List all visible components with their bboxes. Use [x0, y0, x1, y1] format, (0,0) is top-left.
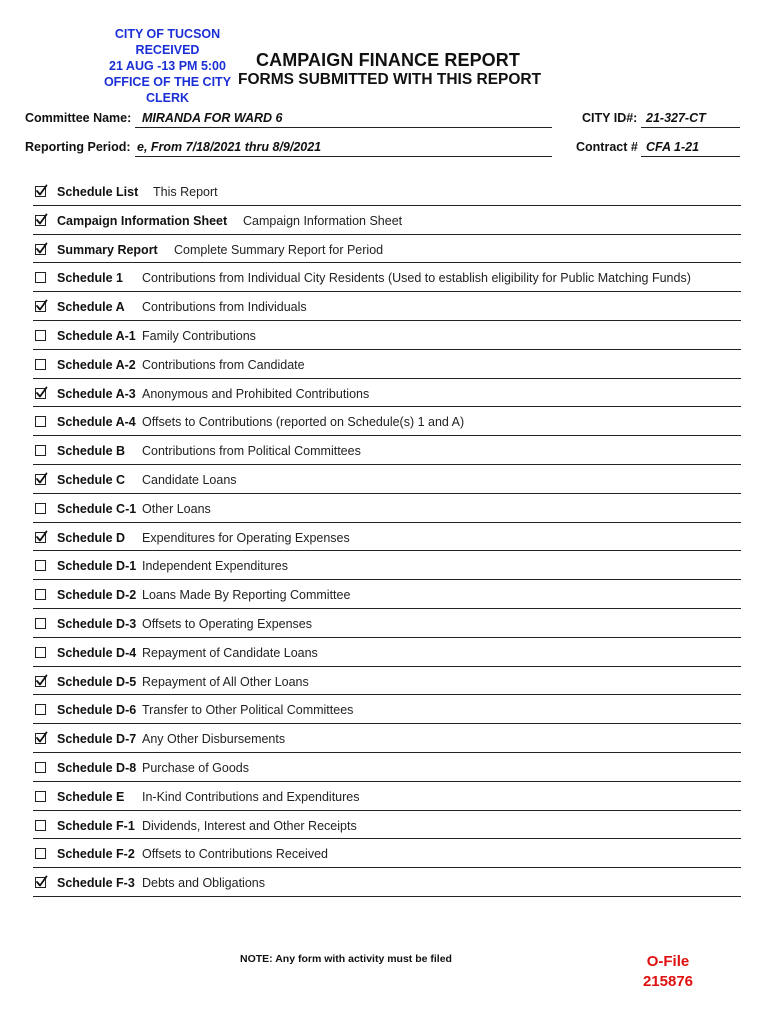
- schedule-checkbox[interactable]: [35, 733, 46, 744]
- schedule-checkbox[interactable]: [35, 301, 46, 312]
- schedule-row: [33, 350, 741, 379]
- schedule-name: Campaign Information Sheet: [57, 213, 228, 228]
- schedule-row: [33, 523, 741, 552]
- ofile-number: 215876: [642, 973, 694, 990]
- city-id-value: 21-327-CT: [646, 111, 706, 125]
- schedule-description: Offsets to Contributions Received: [142, 847, 328, 862]
- contract-value: CFA 1-21: [646, 140, 700, 154]
- schedule-row: [33, 465, 741, 494]
- schedule-checkbox[interactable]: [35, 762, 46, 773]
- schedule-description: In-Kind Contributions and Expenditures: [142, 789, 360, 804]
- schedule-name: Schedule C-1: [57, 501, 137, 516]
- schedule-description: Offsets to Contributions (reported on Schedule(s) 1 and A): [142, 415, 465, 430]
- schedule-checkbox[interactable]: [35, 244, 46, 255]
- schedule-name: Schedule A-2: [57, 357, 136, 372]
- schedule-name: Schedule D: [57, 530, 126, 545]
- schedule-checkbox[interactable]: [35, 416, 46, 427]
- contract-underline: [641, 156, 740, 157]
- schedule-row: [33, 206, 741, 235]
- schedule-row: [33, 667, 741, 696]
- schedule-name: Schedule A-1: [57, 328, 136, 343]
- schedule-name: Schedule D-3: [57, 616, 137, 631]
- committee-name-label: Committee Name:: [25, 111, 132, 125]
- received-stamp: [80, 26, 255, 106]
- schedule-name: Schedule F-3: [57, 876, 135, 891]
- schedule-checkbox[interactable]: [35, 359, 46, 370]
- checkmark-icon: [35, 242, 48, 255]
- schedule-name: Summary Report: [57, 242, 158, 257]
- schedule-name: Schedule D-4: [57, 645, 137, 660]
- schedule-description: Transfer to Other Political Committees: [142, 703, 354, 718]
- city-id-underline: [641, 127, 740, 128]
- schedule-checkbox[interactable]: [35, 532, 46, 543]
- schedule-description: Any Other Disbursements: [142, 732, 286, 747]
- schedule-description: Complete Summary Report for Period: [174, 242, 384, 257]
- checkmark-icon: [35, 530, 48, 543]
- schedule-name: Schedule C: [57, 472, 126, 487]
- schedule-description: Candidate Loans: [142, 472, 237, 487]
- schedule-list: [33, 177, 741, 897]
- schedule-checkbox[interactable]: [35, 503, 46, 514]
- schedule-name: Schedule D-5: [57, 674, 137, 689]
- schedule-row: [33, 724, 741, 753]
- schedule-row: [33, 839, 741, 868]
- schedule-name: Schedule A: [57, 300, 125, 315]
- schedule-checkbox[interactable]: [35, 704, 46, 715]
- schedule-description: This Report: [153, 185, 218, 199]
- schedule-row: [33, 868, 741, 897]
- schedule-description: Contributions from Political Committees: [142, 444, 361, 459]
- schedule-name: Schedule List: [57, 185, 139, 199]
- schedule-row: [33, 551, 741, 580]
- schedule-row: [33, 638, 741, 667]
- schedule-checkbox[interactable]: [35, 388, 46, 399]
- schedule-description: Campaign Information Sheet: [243, 213, 403, 228]
- schedule-checkbox[interactable]: [35, 272, 46, 283]
- checkmark-icon: [35, 386, 48, 399]
- schedule-name: Schedule 1: [57, 271, 123, 286]
- checkmark-icon: [35, 674, 48, 687]
- stamp-line: 21 AUG -13 PM 5:00: [109, 59, 226, 73]
- schedule-description: Independent Expenditures: [142, 559, 288, 574]
- schedule-row: [33, 292, 741, 321]
- footer-note: NOTE: Any form with activity must be filed: [240, 953, 452, 965]
- schedule-name: Schedule A-4: [57, 415, 136, 430]
- schedule-row: [33, 407, 741, 436]
- schedule-row: [33, 580, 741, 609]
- schedule-checkbox[interactable]: [35, 618, 46, 629]
- committee-name-underline: [135, 127, 552, 128]
- schedule-checkbox[interactable]: [35, 445, 46, 456]
- schedule-description: Dividends, Interest and Other Receipts: [142, 818, 357, 833]
- schedule-row: [33, 609, 741, 638]
- schedule-row: [33, 321, 741, 350]
- schedule-checkbox[interactable]: [35, 330, 46, 341]
- schedule-row: [33, 494, 741, 523]
- schedule-checkbox[interactable]: [35, 676, 46, 687]
- schedule-row: [33, 379, 741, 408]
- schedule-name: Schedule F-1: [57, 818, 135, 833]
- reporting-period-value: e, From 7/18/2021 thru 8/9/2021: [137, 140, 322, 154]
- schedule-row: [33, 263, 741, 292]
- schedule-checkbox[interactable]: [35, 848, 46, 859]
- schedule-checkbox[interactable]: [35, 474, 46, 485]
- schedule-description: Contributions from Individuals: [142, 300, 307, 315]
- reporting-period-underline: [135, 156, 552, 157]
- schedule-description: Expenditures for Operating Expenses: [142, 530, 350, 545]
- schedule-name: Schedule F-2: [57, 847, 135, 862]
- report-title: CAMPAIGN FINANCE REPORT: [256, 50, 520, 70]
- schedule-row: [33, 811, 741, 840]
- schedule-checkbox[interactable]: [35, 589, 46, 600]
- schedule-checkbox[interactable]: [35, 560, 46, 571]
- reporting-period-label: Reporting Period:: [25, 140, 131, 154]
- schedule-description: Contributions from Candidate: [142, 357, 305, 372]
- schedule-description: Other Loans: [142, 501, 211, 516]
- ofile-stamp: [636, 952, 700, 992]
- stamp-line: CLERK: [145, 91, 190, 105]
- checkmark-icon: [35, 875, 48, 888]
- schedule-checkbox[interactable]: [35, 877, 46, 888]
- schedule-description: Family Contributions: [142, 328, 256, 343]
- schedule-row: [33, 436, 741, 465]
- schedule-row: [33, 753, 741, 782]
- schedule-name: Schedule E: [57, 789, 125, 804]
- schedule-checkbox[interactable]: [35, 647, 46, 658]
- schedule-description: Repayment of All Other Loans: [142, 674, 309, 689]
- schedule-description: Purchase of Goods: [142, 760, 250, 775]
- schedule-name: Schedule A-3: [57, 386, 136, 401]
- schedule-name: Schedule D-1: [57, 559, 137, 574]
- schedule-row: [33, 782, 741, 811]
- stamp-line: CITY OF TUCSON: [114, 27, 221, 41]
- schedule-description: Contributions from Individual City Residents (Used to establish eligibility for Public Matching Funds): [142, 271, 691, 286]
- checkmark-icon: [35, 184, 48, 197]
- stamp-line: RECEIVED: [135, 43, 200, 57]
- city-id-label: CITY ID#:: [582, 111, 638, 125]
- schedule-name: Schedule B: [57, 444, 126, 459]
- ofile-label: O-File: [646, 953, 690, 970]
- schedule-checkbox[interactable]: [35, 820, 46, 831]
- schedule-description: Offsets to Operating Expenses: [142, 616, 313, 631]
- schedule-description: Anonymous and Prohibited Contributions: [142, 386, 370, 401]
- checkmark-icon: [35, 731, 48, 744]
- stamp-line: OFFICE OF THE CITY: [103, 75, 232, 89]
- checkmark-icon: [35, 213, 48, 226]
- schedule-row: [33, 695, 741, 724]
- committee-name-value: MIRANDA FOR WARD 6: [142, 111, 283, 125]
- schedule-name: Schedule D-8: [57, 760, 137, 775]
- schedule-row: [33, 235, 741, 264]
- schedule-checkbox[interactable]: [35, 791, 46, 802]
- schedule-name: Schedule D-2: [57, 588, 137, 603]
- schedule-row: [33, 177, 741, 206]
- checkmark-icon: [35, 299, 48, 312]
- schedule-name: Schedule D-7: [57, 732, 137, 747]
- schedule-description: Loans Made By Reporting Committee: [142, 588, 351, 603]
- schedule-description: Debts and Obligations: [142, 876, 265, 891]
- schedule-checkbox[interactable]: [35, 215, 46, 226]
- schedule-name: Schedule D-6: [57, 703, 137, 718]
- checkmark-icon: [35, 472, 48, 485]
- report-subtitle: FORMS SUBMITTED WITH THIS REPORT: [238, 71, 542, 88]
- schedule-description: Repayment of Candidate Loans: [142, 645, 318, 660]
- schedule-checkbox[interactable]: [35, 186, 46, 197]
- contract-label: Contract #: [576, 140, 638, 154]
